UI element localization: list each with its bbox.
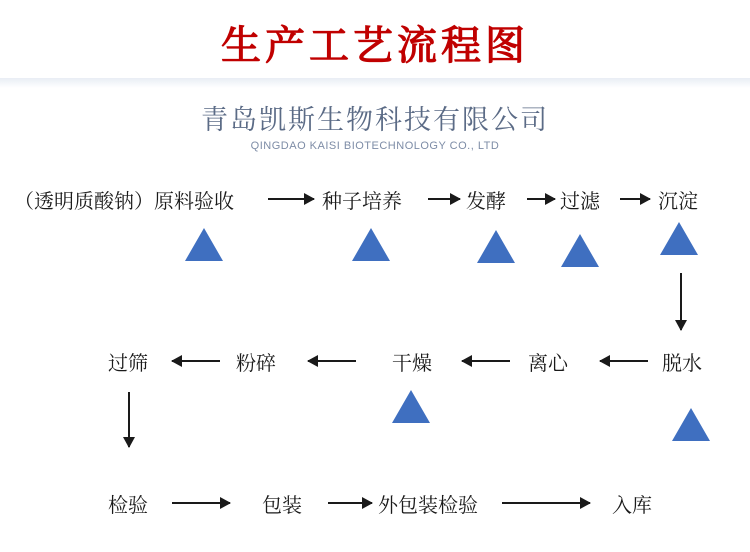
node-drying: 干燥 [392, 353, 432, 375]
marker-triangle-filtration [561, 234, 599, 267]
node-inspection: 检验 [108, 495, 148, 517]
node-raw-material-acceptance: （透明质酸钠）原料验收 [14, 191, 234, 213]
arrow-r1-1 [268, 198, 314, 200]
arrow-r1-2 [428, 198, 460, 200]
arrow-r3-2 [328, 502, 372, 504]
node-centrifugation: 离心 [528, 353, 568, 375]
company-name-en: QINGDAO KAISI BIOTECHNOLOGY CO., LTD [250, 140, 500, 152]
header-divider [0, 78, 750, 88]
marker-triangle-raw-material [185, 228, 223, 261]
node-dewatering: 脱水 [662, 353, 702, 375]
node-precipitation: 沉淀 [658, 191, 698, 213]
arrow-r2-3 [462, 360, 510, 362]
marker-triangle-fermentation [477, 230, 515, 263]
node-sieving: 过筛 [108, 353, 148, 375]
arrow-r2-1 [172, 360, 220, 362]
marker-triangle-drying [392, 390, 430, 423]
marker-triangle-dewatering [672, 408, 710, 441]
page-title: 生产工艺流程图 [221, 23, 529, 68]
company-name-cn: 青岛凯斯生物科技有限公司 [201, 105, 549, 135]
arrow-sieving-to-inspection [128, 392, 130, 447]
arrow-r1-3 [527, 198, 555, 200]
arrow-precipitation-to-dewatering [680, 273, 682, 330]
arrow-r2-4 [600, 360, 648, 362]
arrow-r3-3 [502, 502, 590, 504]
marker-triangle-precipitation [660, 222, 698, 255]
arrow-r2-2 [308, 360, 356, 362]
node-seed-culture: 种子培养 [322, 191, 402, 213]
marker-triangle-seed-culture [352, 228, 390, 261]
node-warehousing: 入库 [612, 495, 652, 517]
node-outer-package-inspection: 外包装检验 [378, 495, 478, 517]
node-filtration: 过滤 [560, 191, 600, 213]
arrow-r1-4 [620, 198, 650, 200]
arrow-r3-1 [172, 502, 230, 504]
node-packaging: 包装 [262, 495, 302, 517]
node-fermentation: 发酵 [466, 191, 506, 213]
node-crushing: 粉碎 [236, 353, 276, 375]
